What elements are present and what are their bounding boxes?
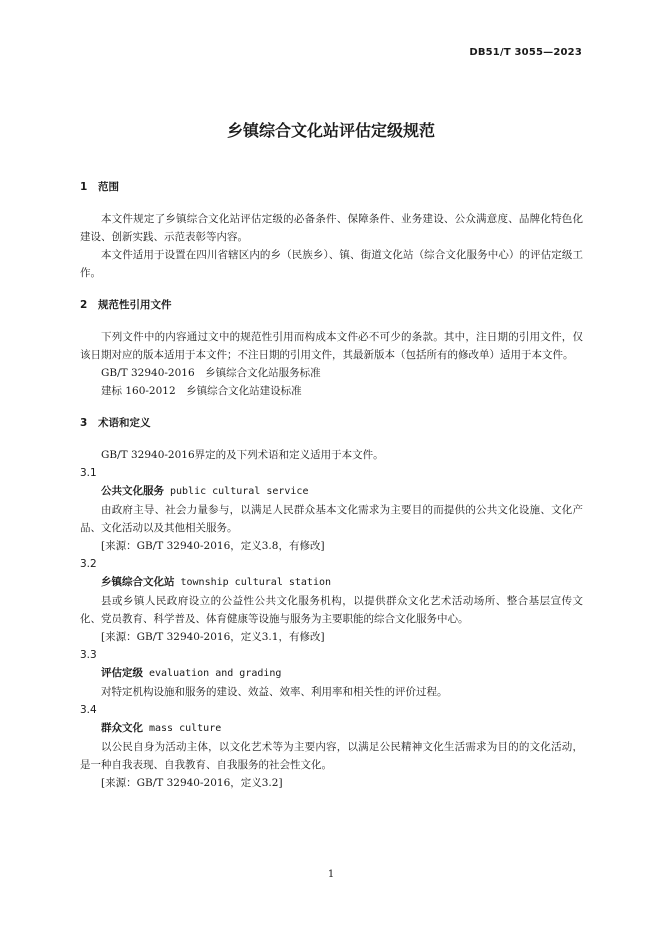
term-name-en: township cultural station <box>180 577 332 588</box>
term-name <box>80 573 583 592</box>
section-number: 3 <box>80 417 88 429</box>
term-definition: 以公民自身为活动主体，以文化艺术等为主要内容，以满足公民精神文化生活需求为目的的文化活动，是一种自我表现、自我教育、自我服务的社会性文化。 <box>80 741 583 771</box>
page-number: 1 <box>327 869 335 880</box>
term-source: [来源：GB/T 32940-2016，定义3.8，有修改] <box>101 540 325 552</box>
term-name-en: evaluation and grading <box>149 668 282 679</box>
section-number: 2 <box>80 299 88 311</box>
term-name-en: mass culture <box>149 723 222 734</box>
reference-item: 建标 160-2012 乡镇综合文化站建设标准 <box>101 385 302 397</box>
section-number: 1 <box>80 181 88 193</box>
section-title: 规范性引用文件 <box>98 299 172 311</box>
reference-item: GB/T 32940-2016 乡镇综合文化站服务标准 <box>101 367 321 379</box>
term-number: 3.1 <box>80 467 97 479</box>
term-number: 3.2 <box>80 558 97 570</box>
section-title: 范围 <box>98 181 119 193</box>
term-name-en: public cultural service <box>170 486 309 497</box>
document-code-header: DB51/T 3055—2023 <box>469 47 582 58</box>
term-name <box>80 482 583 501</box>
paragraph: GB/T 32940-2016界定的及下列术语和定义适用于本文件。 <box>101 449 384 461</box>
section-heading-scope <box>80 178 583 196</box>
term-name <box>80 664 583 683</box>
term-number: 3.4 <box>80 704 97 716</box>
term-name <box>80 719 583 738</box>
term-name-zh: 乡镇综合文化站 <box>101 576 175 588</box>
section-title: 术语和定义 <box>98 417 151 429</box>
paragraph: 下列文件中的内容通过文中的规范性引用而构成本文件必不可少的条款。其中，注日期的引用文件，仅该日期对应的版本适用于本文件；不注日期的引用文件，其最新版本（包括所有的修改单）适用于本文件。 <box>80 331 583 361</box>
paragraph: 本文件适用于设置在四川省辖区内的乡（民族乡）、镇、街道文化站（综合文化服务中心）的评估定级工作。 <box>80 249 583 279</box>
section-heading-normative-references <box>80 296 583 314</box>
term-name-zh: 公共文化服务 <box>101 485 164 497</box>
document-body <box>80 178 583 792</box>
term-number: 3.3 <box>80 649 97 661</box>
term-name-zh: 群众文化 <box>101 722 143 734</box>
term-definition: 由政府主导、社会力量参与，以满足人民群众基本文化需求为主要目的而提供的公共文化设施、文化产品、文化活动以及其他相关服务。 <box>80 504 583 534</box>
section-heading-terms-definitions <box>80 414 583 432</box>
term-source: [来源：GB/T 32940-2016，定义3.1，有修改] <box>101 631 325 643</box>
term-definition: 对特定机构设施和服务的建设、效益、效率、利用率和相关性的评价过程。 <box>101 686 448 698</box>
paragraph: 本文件规定了乡镇综合文化站评估定级的必备条件、保障条件、业务建设、公众满意度、品牌化特色化建设、创新实践、示范表彰等内容。 <box>80 213 583 243</box>
document-title: 乡镇综合文化站评估定级规范 <box>226 121 435 140</box>
term-source: [来源：GB/T 32940-2016，定义3.2] <box>101 777 283 789</box>
term-definition: 县或乡镇人民政府设立的公益性公共文化服务机构，以提供群众文化艺术活动场所、整合基层宣传文化、党员教育、科学普及、体育健康等设施与服务为主要职能的综合文化服务中心。 <box>80 595 583 625</box>
term-name-zh: 评估定级 <box>101 667 143 679</box>
